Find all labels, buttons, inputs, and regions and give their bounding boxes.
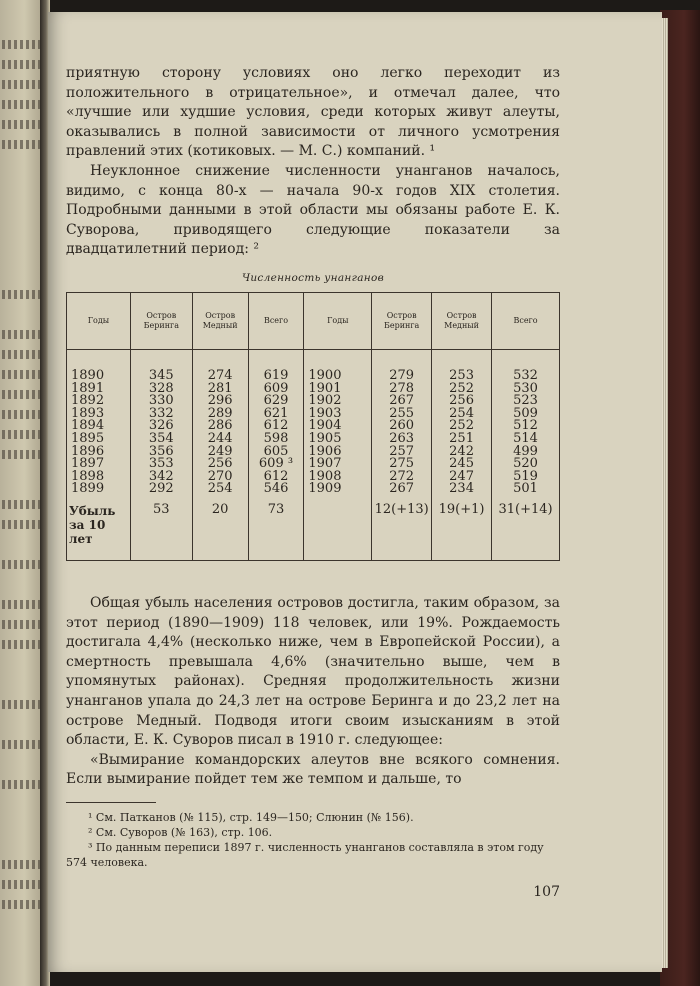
table-header-cell: Всего [492,293,560,350]
table-cell: 509 [492,408,560,421]
body-text-top [66,64,560,260]
table-cell: 1908 [304,471,372,484]
table-cell: 342 [130,471,192,484]
table-cell: 249 [192,446,248,459]
footnote-rule [66,802,156,803]
table-cell: 598 [248,433,304,446]
table-cell: 501 [492,483,560,496]
table-cell: 256 [432,395,492,408]
body-text-bottom [66,594,560,790]
table-cell: 234 [432,483,492,496]
table-cell: 296 [192,395,248,408]
footnote: ³ По данным переписи 1897 г. численность унанганов составляла в этом году 574 человека. [66,841,544,869]
table-cell: 1906 [304,446,372,459]
table-cell: 499 [492,446,560,459]
table-cell: 609 ³ [248,458,304,471]
table-cell: 257 [372,446,432,459]
table-cell: 619 [248,350,304,383]
table-cell: 519 [492,471,560,484]
table-cell: 546 [248,483,304,496]
table-cell: 1893 [67,408,131,421]
table-header-cell: Всего [248,293,304,350]
table-cell: 1905 [304,433,372,446]
table-cell: 328 [130,383,192,396]
table-cell: 260 [372,420,432,433]
table-cell: 629 [248,395,304,408]
table-cell: 330 [130,395,192,408]
table-cell: 20 [192,496,248,561]
table-cell: 275 [372,458,432,471]
table-cell: 289 [192,408,248,421]
table-row [67,350,560,383]
table-cell: 514 [492,433,560,446]
table-cell: 512 [492,420,560,433]
table-cell: 279 [372,350,432,383]
table-cell: 1891 [67,383,131,396]
table-cell: 1901 [304,383,372,396]
table-cell: 12(+13) [372,496,432,561]
paragraph: приятную сторону условиях оно легко переходит из положительного в отрицательное», и отмечал далее, что «лучшие или худшие условия, среди которых живут алеуты, оказывались в полной зависимости от личного усмотрения правлений этих (котиковых. — М. С.) компаний. ¹ [66,65,560,160]
table-cell: 621 [248,408,304,421]
table-header-row [67,293,560,350]
table-cell: 272 [372,471,432,484]
table-cell: 292 [130,483,192,496]
table-cell [304,496,372,561]
table-cell: 1907 [304,458,372,471]
table-cell: 270 [192,471,248,484]
table-cell: 255 [372,408,432,421]
table-cell: 286 [192,420,248,433]
table-cell: 1902 [304,395,372,408]
table-cell: 254 [432,408,492,421]
table-cell: 520 [492,458,560,471]
table-cell: 1898 [67,471,131,484]
table-cell: 281 [192,383,248,396]
table-cell: 1895 [67,433,131,446]
table-cell: 332 [130,408,192,421]
table-cell: 1904 [304,420,372,433]
table-cell: 523 [492,395,560,408]
table-cell: 1892 [67,395,131,408]
table-cell: 1896 [67,446,131,459]
paragraph: Общая убыль населения островов достигла, таким образом, за этот период (1890—1909) 118 человек, или 19%. Рождаемость достигала 4,4% (несколько ниже, чем в Европейской России), а смертность превышала 4,6% (значительно выше, чем в упомянутых районах). Средняя продолжительность жизни унанганов упала до 24,3 лет на острове Беринга и до 23,2 лет на острове Медный. Подводя итоги своим изысканиям в этой области, Е. К. Суворов писал в 1910 г. следующее: [66,595,560,749]
table-cell: 356 [130,446,192,459]
table-row [67,483,560,496]
table-cell: 612 [248,420,304,433]
page-stack-edge [662,18,668,968]
table-cell: 263 [372,433,432,446]
footnotes [66,810,560,870]
paragraph: Неуклонное снижение численности унанганов началось, видимо, с конца 80-х — начала 90-х годов XIX столетия. Подробными данными в этой области мы обязаны работе Е. К. Суворова, приводящего следующие показатели за двадцатилетний период: ² [66,162,560,258]
table-cell: 1899 [67,483,131,496]
table-cell: 1894 [67,420,131,433]
page-number: 107 [533,884,560,900]
table-cell: 267 [372,483,432,496]
table-cell: 612 [248,471,304,484]
table-cell: 244 [192,433,248,446]
table-cell: 242 [432,446,492,459]
table-cell: 254 [192,483,248,496]
table-cell: 251 [432,433,492,446]
table-cell: 532 [492,350,560,383]
table-cell: 247 [432,471,492,484]
table-header-cell: Остров Беринга [130,293,192,350]
table-cell: 609 [248,383,304,396]
table-cell: 53 [130,496,192,561]
table-cell: 31(+14) [492,496,560,561]
table-cell: 252 [432,420,492,433]
table-header-cell: Остров Медный [432,293,492,350]
table-cell: 354 [130,433,192,446]
footnote: ¹ См. Патканов (№ 115), стр. 149—150; Слюнин (№ 156). [88,811,414,824]
table-cell: 274 [192,350,248,383]
table-cell: 245 [432,458,492,471]
adjacent-page-edge [0,0,44,986]
table-cell: 252 [432,383,492,396]
footnote: ² См. Суворов (№ 163), стр. 106. [88,826,273,839]
table-loss-row [67,496,560,561]
table-cell: 278 [372,383,432,396]
table-cell: 267 [372,395,432,408]
table-cell: 1897 [67,458,131,471]
table-header-cell: Годы [67,293,131,350]
table-header-cell: Остров Медный [192,293,248,350]
table-cell: 1890 [67,350,131,383]
table-cell: 345 [130,350,192,383]
table-cell: 1909 [304,483,372,496]
population-table [66,292,560,561]
table-cell: 326 [130,420,192,433]
table-cell: 253 [432,350,492,383]
table-caption: Численность унанганов [241,272,385,284]
table-cell: 1900 [304,350,372,383]
table-cell: 353 [130,458,192,471]
table-cell: 530 [492,383,560,396]
table-cell: 256 [192,458,248,471]
paragraph: «Вымирание командорских алеутов вне всякого сомнения. Если вымирание пойдет тем же темпом и дальше, то [66,751,560,788]
table-header-cell: Остров Беринга [372,293,432,350]
table-cell: 19(+1) [432,496,492,561]
table-cell: 605 [248,446,304,459]
table-cell: 73 [248,496,304,561]
table-cell: Убыль за 10 лет [67,496,131,561]
table-cell: 1903 [304,408,372,421]
table-header-cell: Годы [304,293,372,350]
